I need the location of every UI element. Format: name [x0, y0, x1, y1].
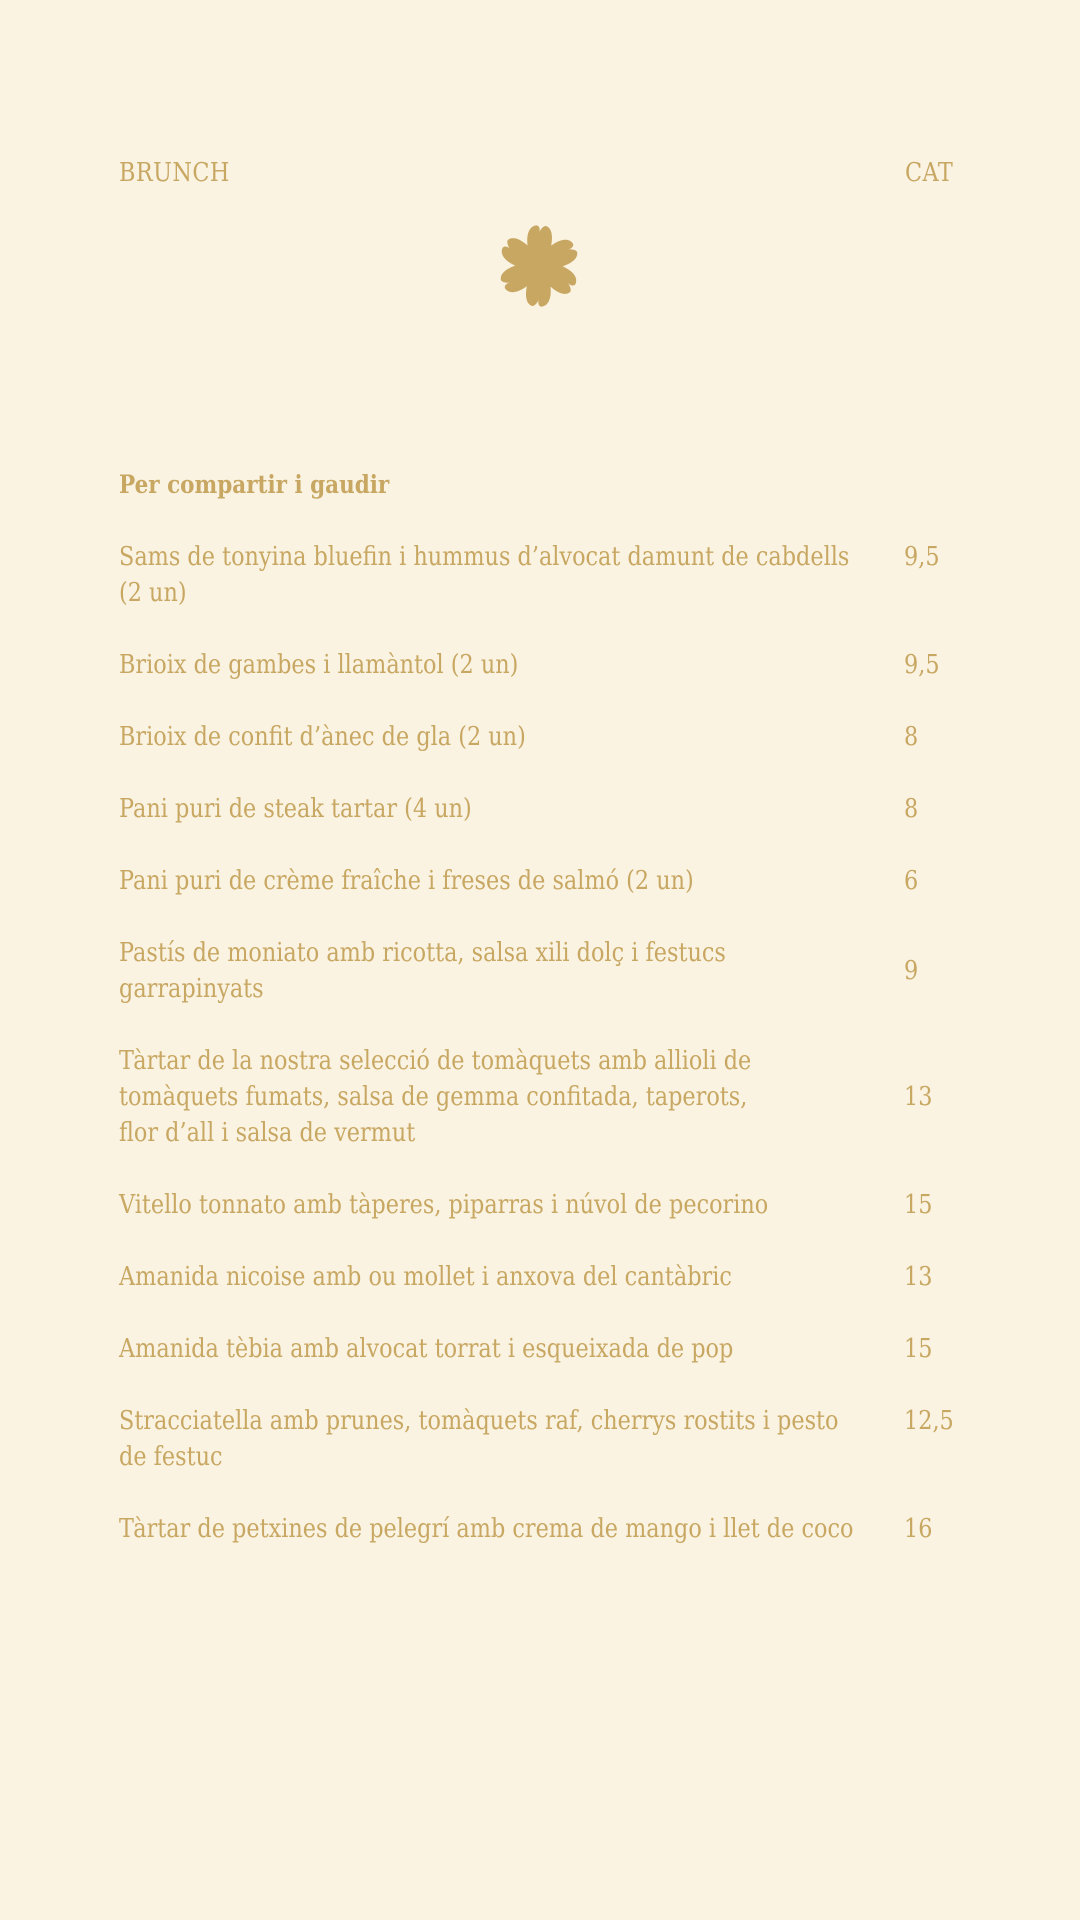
item-name: Tàrtar de la nostra selecció de tomàquets amb allioli de tomàquets fumats, salsa de gemma confitada, taperots, flor d’all i salsa de vermut [119, 1046, 752, 1148]
menu-item [119, 539, 979, 611]
language-selector[interactable]: CAT [904, 158, 954, 188]
section-title: Per compartir i gaudir [119, 470, 390, 499]
item-name: Vitello tonnato amb tàperes, piparras i núvol de pecorino [119, 1190, 769, 1220]
menu-title: BRUNCH [119, 158, 230, 188]
menu-section [119, 470, 979, 1583]
menu-item [119, 1043, 979, 1151]
menu-header [119, 158, 953, 188]
item-price: 15 [904, 1334, 933, 1364]
item-price: 13 [904, 1082, 933, 1112]
menu-item [119, 863, 979, 899]
item-price: 8 [904, 722, 919, 752]
item-price: 12,5 [904, 1406, 954, 1436]
menu-item [119, 647, 979, 683]
item-price: 8 [904, 794, 919, 824]
item-name: Pastís de moniato amb ricotta, salsa xili dolç i festucs garrapinyats [119, 938, 726, 1004]
item-name: Sams de tonyina bluefin i hummus d’alvocat damunt de cabdells (2 un) [119, 542, 850, 608]
menu-item [119, 719, 979, 755]
item-price: 16 [904, 1514, 933, 1544]
flower-asterisk-icon [495, 222, 583, 310]
item-price: 9,5 [904, 650, 940, 680]
item-name: Amanida nicoise amb ou mollet i anxova del cantàbric [119, 1262, 732, 1292]
item-name: Amanida tèbia amb alvocat torrat i esqueixada de pop [119, 1334, 734, 1364]
item-price: 13 [904, 1262, 933, 1292]
item-name: Pani puri de crème fraîche i freses de salmó (2 un) [119, 866, 694, 896]
item-name: Brioix de confit d’ànec de gla (2 un) [119, 722, 526, 752]
item-price: 9,5 [904, 542, 940, 572]
item-price: 15 [904, 1190, 933, 1220]
menu-item [119, 1403, 979, 1475]
item-name: Pani puri de steak tartar (4 un) [119, 794, 472, 824]
menu-item [119, 935, 979, 1007]
item-name: Tàrtar de petxines de pelegrí amb crema de mango i llet de coco [119, 1514, 854, 1544]
item-name: Stracciatella amb prunes, tomàquets raf, cherrys rostits i pesto de festuc [119, 1406, 839, 1472]
item-name: Brioix de gambes i llamàntol (2 un) [119, 650, 519, 680]
menu-item [119, 1187, 979, 1223]
menu-item [119, 1331, 979, 1367]
menu-item [119, 1511, 979, 1547]
menu-item [119, 1259, 979, 1295]
menu-item [119, 791, 979, 827]
item-price: 6 [904, 866, 919, 896]
item-price: 9 [904, 956, 919, 986]
